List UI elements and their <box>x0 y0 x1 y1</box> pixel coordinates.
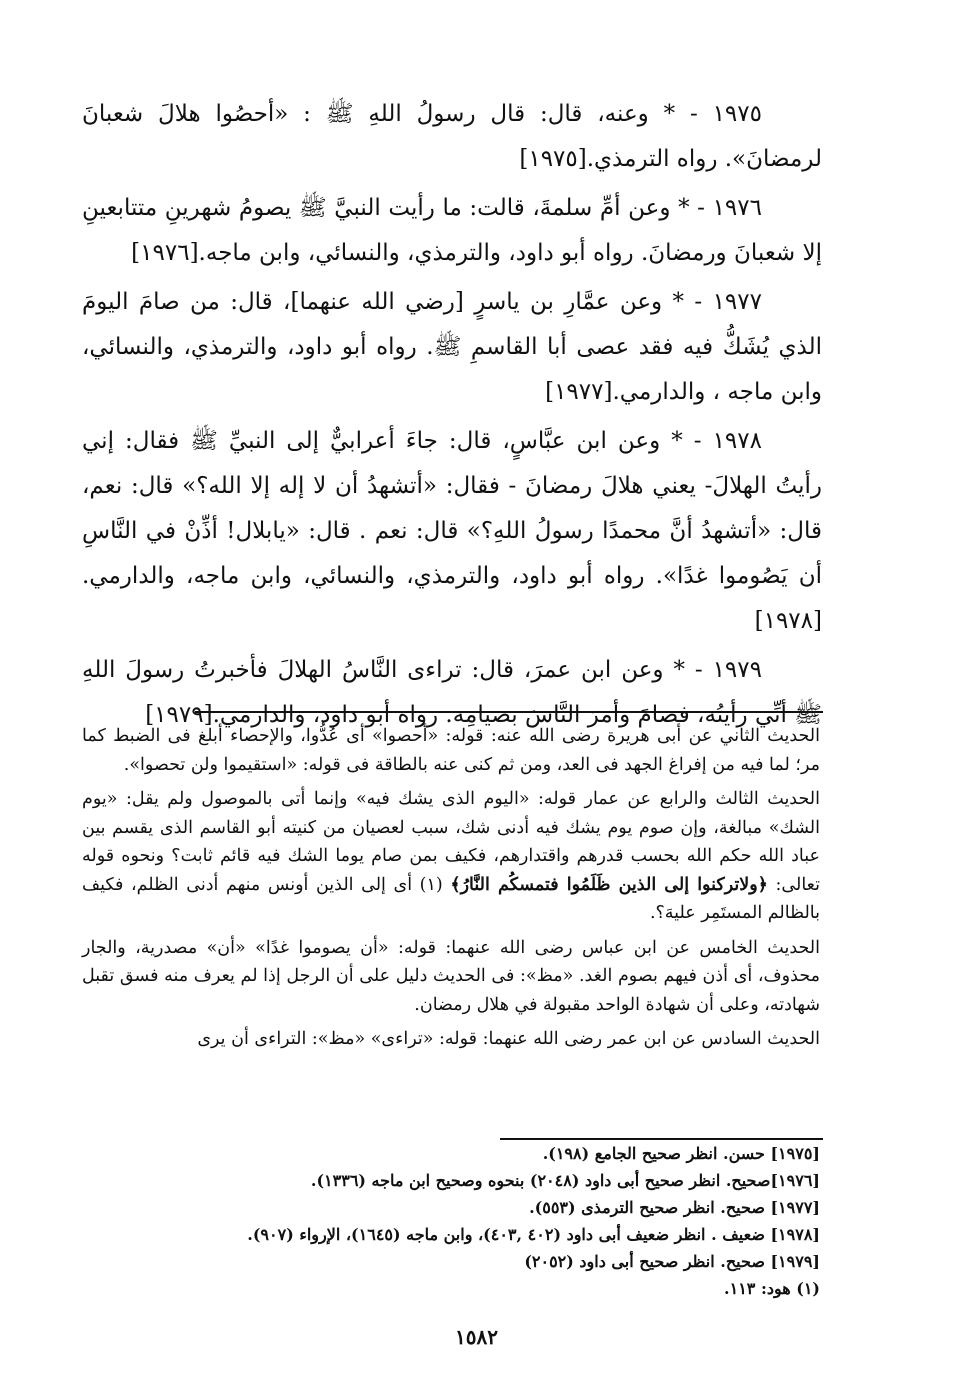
commentary-paragraph <box>82 785 820 928</box>
quran-quote: ﴿ولاتركنوا إلى الذين ظَلَمُوا فتمسكُم النَّارُ﴾ <box>450 874 768 895</box>
commentary-paragraph: الحديث السادس عن ابن عمر رضى الله عنهما: قوله: «تراءى» «مظ»: التراءى أن يرى <box>197 1029 820 1049</box>
footnote: [١٩٧٦]صحيح. انظر صحيح أبى داود (٢٠٤٨) بنحوه وصحيح ابن ماجه (١٣٣٦). <box>310 1171 820 1190</box>
hadith-1975: ١٩٧٥ - * وعنه، قال: قال رسولُ اللهِ ﷺ : «أحصُوا هلالَ شعبانَ لرمضانَ». رواه الترمذي.[١٩٧٥] <box>82 101 822 172</box>
footnote: [١٩٧٥] حسن. انظر صحيح الجامع (١٩٨). <box>542 1144 820 1163</box>
hadith-1978: ١٩٧٨ - * وعن ابن عبَّاسٍ، قال: جاءَ أعرابيٌّ إلى النبيِّ ﷺ فقال: إني رأيتُ الهلالَ- يعني هلالَ رمضانَ - فقال: «أتشهدُ أن لا إله إلا الله؟» قال: نعم، قال: «أتشهدُ أنَّ محمدًا رسولُ اللهِ؟» قال: نعم . قال: «يابلال! أذِّنْ في النَّاسِ أن يَصُوموا غدًا». رواه أبو داود، والترمذي، والنسائي، وابن ماجه، والدارمي.[١٩٧٨] <box>82 428 822 634</box>
main-divider <box>195 711 823 713</box>
hadith-text <box>82 92 822 742</box>
commentary-section <box>82 722 820 1060</box>
footnotes <box>100 1140 820 1302</box>
footnote: (١) هود: ١١٣. <box>724 1279 820 1298</box>
commentary-text: الحديث الثالث والرابع عن عمار قوله: «اليوم الذى يشك فيه» وإنما أتى بالموصول ولم يقل: «يوم الشك» مبالغة، وإن صوم يوم يشك فيه أدنى شك، سبب لعصيان من كنيته أبو القاسم الذى يقسم بين عباد الله حكم الله بحسب قدرهم واقتدارهم، فكيف بمن صام يوما الشك فيه قائم ثابت؟ ونحوه قوله تعالى: <box>82 789 820 895</box>
footnote: [١٩٧٧] صحيح. انظر صحيح الترمذى (٥٥٣). <box>529 1198 820 1217</box>
commentary-paragraph: الحديث الثاني عن أبى هريرة رضى الله عنه: قوله: «أحصوا» أى عُدُّوا، والإحصاء أبلغ فى الضبط كما مر؛ لما فيه من إفراغ الجهد فى العد، ومن ثم كنى عنه بالطاقة فى قوله: «استقيموا ولن تحصوا». <box>82 726 820 775</box>
hadith-1976: ١٩٧٦ - * وعن أمِّ سلمةَ، قالت: ما رأيت النبيَّ ﷺ يصومُ شهرينِ متتابعينِ إلا شعبانَ ورمضانَ. رواه أبو داود، والترمذي، والنسائي، وابن ماجه.[١٩٧٦] <box>82 195 822 266</box>
footnote: [١٩٧٩] صحيح. انظر صحيح أبى داود (٢٠٥٢) <box>524 1252 820 1271</box>
hadith-1977: ١٩٧٧ - * وعن عمَّارِ بن ياسرٍ [رضي الله عنهما]، قال: من صامَ اليومَ الذي يُشَكُّ فيه فقد عصى أبا القاسمِ ﷺ. رواه أبو داود، والترمذي، والنسائي، وابن ماجه ، والدارمي.[١٩٧٧] <box>82 289 822 405</box>
page-number: ١٥٨٢ <box>455 1325 498 1349</box>
commentary-paragraph: الحديث الخامس عن ابن عباس رضى الله عنهما: قوله: «أن يصوموا غدًا» «أن» مصدرية، والجار محذوف، أى أذن فيهم بصوم الغد. «مظ»: فى الحديث دليل على أن الرجل إذا لم يعرف منه فسق تقبل شهادته، وعلى أن شهادة الواحد مقبولة في هلال رمضان. <box>82 937 820 1015</box>
footnote: [١٩٧٨] ضعيف . انظر ضعيف أبى داود (٤٠٢ ,٤٠٣)، وابن ماجه (١٦٤٥)، الإرواء (٩٠٧). <box>247 1225 820 1244</box>
commentary-text: (١) أى إلى الذين أونس منهم أدنى الظلم، فكيف بالظالم المستَمِر عليهَ؟. <box>82 874 820 923</box>
hadith-1979: ١٩٧٩ - * وعن ابن عمرَ، قال: تراءى النَّاسُ الهلالَ فأخبرتُ رسولَ اللهِ ﷺ أنِّي رأيتُه، فصامَ وأمرَ النَّاسَ بصيامِه. رواه أبو داود، والدارمي.[١٩٧٩] <box>82 657 822 728</box>
